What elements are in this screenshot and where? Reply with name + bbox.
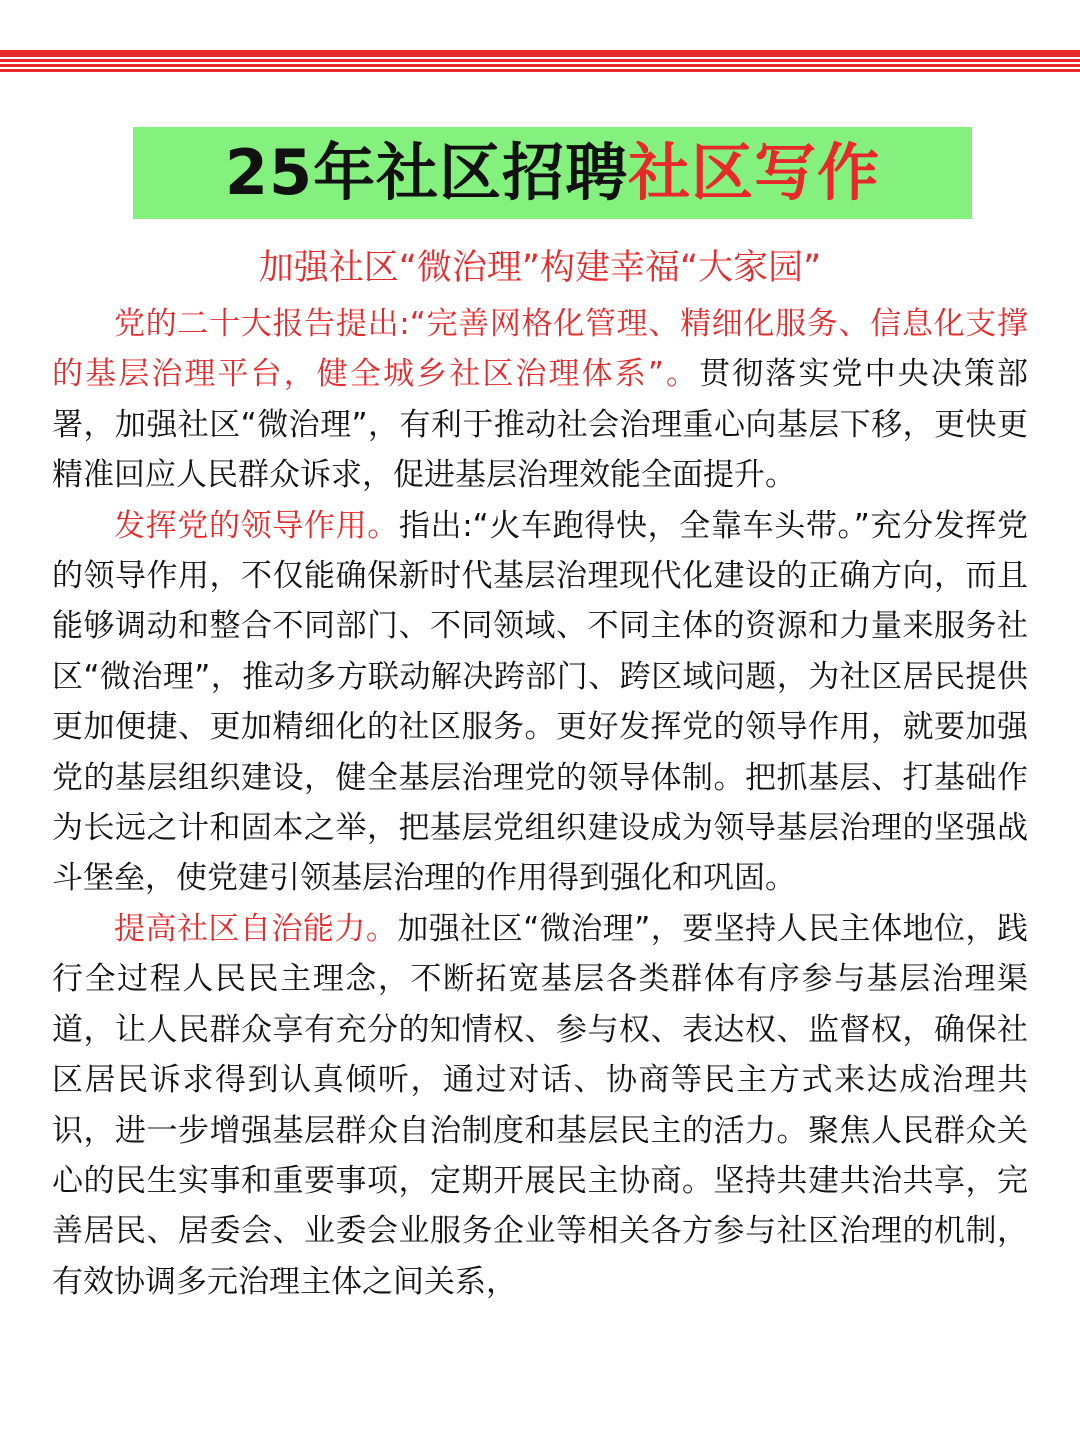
stripe-1 <box>0 50 1080 57</box>
title-banner <box>133 127 972 219</box>
paragraph-2-highlight: 发挥党的领导作用。 <box>114 507 399 544</box>
paragraph-3 <box>52 904 1028 1307</box>
stripe-3 <box>0 64 1080 67</box>
article-subtitle: 加强社区“微治理”构建幸福“大家园” <box>258 248 822 288</box>
stripe-4 <box>0 69 1080 72</box>
paragraph-3-highlight: 提高社区自治能力。 <box>114 910 398 947</box>
paragraph-2-text: 指出:“火车跑得快，全靠车头带。”充分发挥党的领导作用，不仅能确保新时代基层治理现代化建设的正确方向，而且能够调动和整合不同部门、不同领域、不同主体的资源和力量来服务社区“微治理”，推动多方联动解决跨部门、跨区域问题，为社区居民提供更加便捷、更加精细化的社区服务。更好发挥党的领导作用，就要加强党的基层组织建设，健全基层治理党的领导体制。把抓基层、打基础作为长远之计和固本之举，把基层党组织建设成为领导基层治理的坚强战斗堡垒，使党建引领基层治理的作用得到强化和巩固。 <box>52 507 1029 897</box>
top-decorative-stripes <box>0 50 1080 80</box>
stripe-2 <box>0 59 1080 62</box>
paragraph-2 <box>52 501 1028 904</box>
paragraph-1 <box>52 299 1028 501</box>
banner-title-red: 社区写作 <box>628 136 881 209</box>
paragraph-3-text: 加强社区“微治理”，要坚持人民主体地位，践行全过程人民民主理念，不断拓宽基层各类群体有序参与基层治理渠道，让人民群众享有充分的知情权、参与权、表达权、监督权，确保社区居民诉求得到认真倾听，通过对话、协商等民主方式来达成治理共识，进一步增强基层群众自治制度和基层民主的活力。聚焦人民群众关心的民生实事和重要事项，定期开展民主协商。坚持共建共治共享，完善居民、居委会、业委会业服务企业等相关各方参与社区治理的机制，有效协调多元治理主体之间关系， <box>52 910 1028 1300</box>
article-body <box>52 299 1028 1307</box>
paragraph-1-text: 贯彻落实党中央决策部署，加强社区“微治理”，有利于推动社会治理重心向基层下移，更快更精准回应人民群众诉求，促进基层治理效能全面提升。 <box>52 356 1029 494</box>
paragraph-1-highlight: 党的二十大报告提出:“完善网格化管理、精细化服务、信息化支撑的基层治理平台，健全城乡社区治理体系”。 <box>52 306 1028 393</box>
banner-title-black: 25年社区招聘 <box>224 136 629 209</box>
